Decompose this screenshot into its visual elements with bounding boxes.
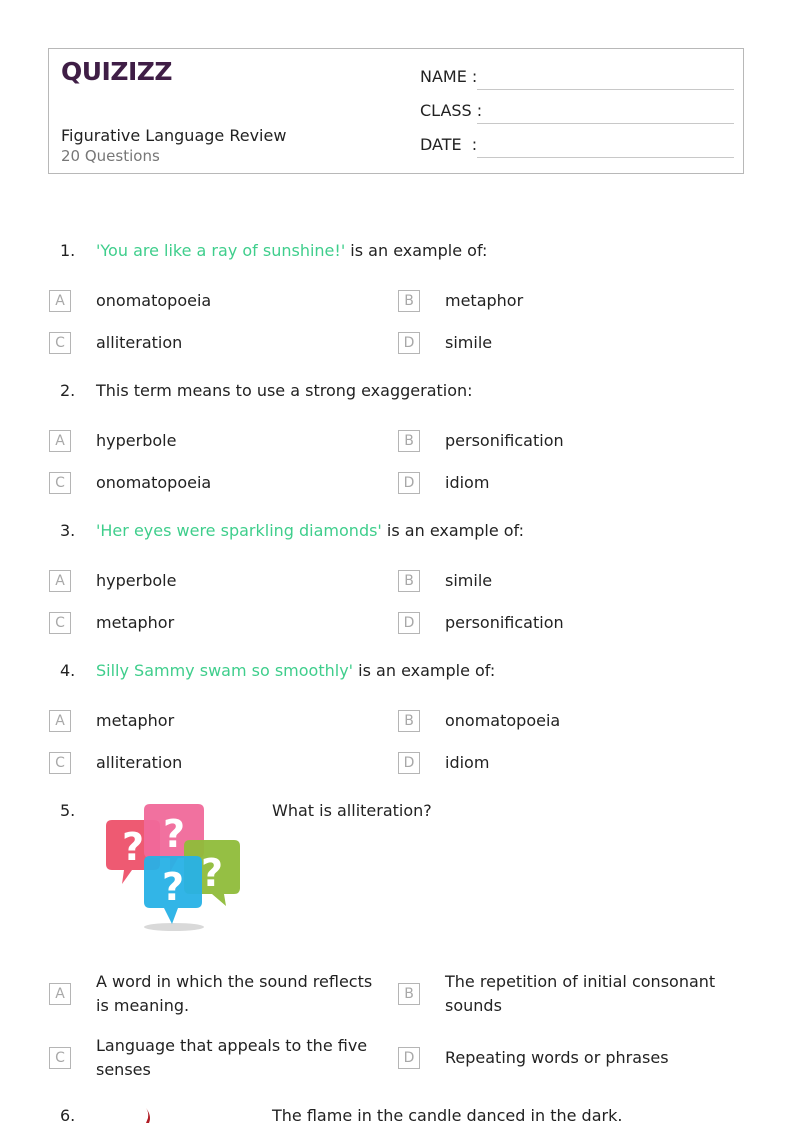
- option-b-box[interactable]: B: [398, 983, 420, 1005]
- option-a-box[interactable]: A: [49, 430, 71, 452]
- option-c-box[interactable]: C: [49, 752, 71, 774]
- option-c-text: onomatopoeia: [96, 473, 212, 492]
- question-number: 6.: [60, 1106, 76, 1125]
- option-d-text: idiom: [445, 753, 490, 772]
- question-text: This term means to use a strong exaggeration:: [96, 381, 473, 400]
- date-line: [477, 157, 734, 158]
- svg-text:?: ?: [200, 851, 224, 895]
- svg-text:?: ?: [162, 812, 186, 856]
- question-bubbles-image: [102, 802, 246, 934]
- option-d-text: simile: [445, 333, 493, 352]
- option-b-box[interactable]: B: [398, 290, 420, 312]
- option-a-text: hyperbole: [96, 571, 177, 590]
- worksheet-header: [48, 48, 744, 174]
- option-a-text: metaphor: [96, 711, 175, 730]
- class-label: CLASS :: [420, 101, 483, 120]
- svg-text:?: ?: [121, 825, 145, 869]
- option-a-box[interactable]: A: [49, 983, 71, 1005]
- option-c-box[interactable]: C: [49, 612, 71, 634]
- question-text: [96, 241, 487, 260]
- option-c-box[interactable]: C: [49, 1047, 71, 1069]
- option-c-text: Language that appeals to the five senses: [96, 1036, 368, 1079]
- quoted-phrase: 'You are like a ray of sunshine!': [96, 241, 346, 260]
- option-d-box[interactable]: D: [398, 332, 420, 354]
- question-text: [96, 521, 524, 540]
- question-number: 1.: [60, 241, 76, 260]
- option-b-box[interactable]: B: [398, 570, 420, 592]
- option-b-text: The repetition of initial consonant sounds: [445, 972, 716, 1015]
- option-d-box[interactable]: D: [398, 752, 420, 774]
- svg-text:?: ?: [161, 865, 185, 909]
- option-b-text: simile: [445, 571, 493, 590]
- name-label: NAME :: [420, 67, 478, 86]
- question-number: 3.: [60, 521, 76, 540]
- option-a-text: hyperbole: [96, 431, 177, 450]
- date-label: DATE :: [420, 135, 478, 154]
- name-line: [477, 89, 734, 90]
- option-b-box[interactable]: B: [398, 430, 420, 452]
- question-number: 4.: [60, 661, 76, 680]
- question-text: [96, 661, 495, 680]
- option-a-box[interactable]: A: [49, 290, 71, 312]
- name-field[interactable]: [420, 67, 734, 91]
- option-d-text: personification: [445, 613, 564, 632]
- question-number: 5.: [60, 801, 76, 820]
- date-field[interactable]: [420, 135, 734, 159]
- option-c-box[interactable]: C: [49, 472, 71, 494]
- class-field[interactable]: [420, 101, 734, 125]
- option-d-box[interactable]: D: [398, 612, 420, 634]
- class-line: [477, 123, 734, 124]
- option-d-text: idiom: [445, 473, 490, 492]
- option-c-text: metaphor: [96, 613, 175, 632]
- option-a-text: A word in which the sound reflects is meaning.: [96, 972, 373, 1015]
- question-prompt: is an example of:: [353, 661, 496, 680]
- option-c-text: alliteration: [96, 753, 183, 772]
- option-c-box[interactable]: C: [49, 332, 71, 354]
- option-b-box[interactable]: B: [398, 710, 420, 732]
- question-count: 20 Questions: [61, 147, 160, 165]
- option-d-box[interactable]: D: [398, 1047, 420, 1069]
- candle-image: [140, 1106, 156, 1123]
- quoted-phrase: 'Her eyes were sparkling diamonds': [96, 521, 382, 540]
- question-text: The flame in the candle danced in the dark.: [272, 1106, 623, 1125]
- question-number: 2.: [60, 381, 76, 400]
- option-b-text: metaphor: [445, 291, 524, 310]
- option-b-text: personification: [445, 431, 564, 450]
- question-text: What is alliteration?: [272, 801, 432, 820]
- quoted-phrase: Silly Sammy swam so smoothly': [96, 661, 354, 680]
- option-d-box[interactable]: D: [398, 472, 420, 494]
- option-a-box[interactable]: A: [49, 710, 71, 732]
- option-a-text: onomatopoeia: [96, 291, 212, 310]
- worksheet-title: Figurative Language Review: [61, 126, 287, 145]
- option-a-box[interactable]: A: [49, 570, 71, 592]
- question-prompt: is an example of:: [345, 241, 488, 260]
- question-prompt: is an example of:: [381, 521, 525, 540]
- option-d-text: Repeating words or phrases: [445, 1048, 669, 1067]
- option-b-text: onomatopoeia: [445, 711, 561, 730]
- quizizz-logo: QUIZIZZ: [61, 57, 173, 86]
- option-c-text: alliteration: [96, 333, 183, 352]
